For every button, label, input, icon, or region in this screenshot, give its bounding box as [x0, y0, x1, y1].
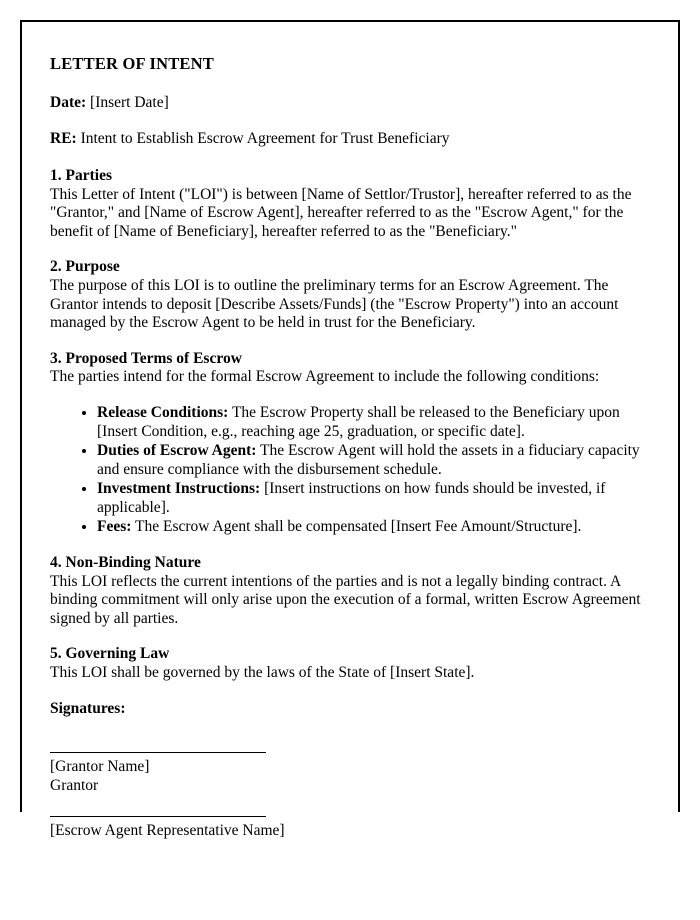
date-line — [50, 94, 650, 113]
list-item — [97, 480, 650, 517]
section-body: This LOI reflects the current intentions of the parties and is not a legally binding contract. A binding commitment will only arise upon the execution of a formal, written Escrow Agreement signed by all parties. — [50, 572, 641, 627]
date-value: [Insert Date] — [90, 93, 169, 111]
section-body: This Letter of Intent ("LOI") is between [Name of Settlor/Trustor], hereafter referred to as the "Grantor," and [Name of Escrow Agent], hereafter referred to as the "Escrow Agent," for the benefit of [Name of Beneficiary], hereafter referred to as the "Beneficiary." — [50, 185, 632, 240]
document-title: LETTER OF INTENT — [50, 54, 214, 73]
section-body: The purpose of this LOI is to outline the preliminary terms for an Escrow Agreement. The Grantor intends to deposit [Describe Assets/Funds] (the "Escrow Property") into an account managed by the Escrow Agent to be held in trust for the Beneficiary. — [50, 276, 619, 332]
re-line — [50, 130, 650, 149]
section-body: The parties intend for the formal Escrow Agreement to include the following conditions: — [50, 368, 600, 386]
term-text: The Escrow Agent shall be compensated [Insert Fee Amount/Structure]. — [135, 518, 582, 536]
terms-list — [50, 404, 650, 537]
section-heading: 5. Governing Law — [50, 645, 170, 663]
term-label: Duties of Escrow Agent: — [97, 442, 257, 460]
list-item — [97, 518, 650, 537]
signature-role: Grantor — [50, 776, 99, 794]
signature-block-escrow-agent — [50, 816, 650, 841]
term-text: [Insert instructions on how funds should be invested, if applicable]. — [97, 480, 606, 516]
signature-name: [Grantor Name] — [50, 758, 150, 776]
list-item — [97, 404, 650, 441]
section-parties — [50, 167, 650, 241]
section-heading: 4. Non-Binding Nature — [50, 554, 201, 572]
section-heading: 2. Purpose — [50, 258, 120, 276]
section-purpose — [50, 258, 650, 332]
term-text: The Escrow Property shall be released to the Beneficiary upon [Insert Condition, e.g., reaching age 25, graduation, or specific date]. — [97, 403, 620, 440]
term-label: Investment Instructions: — [97, 480, 261, 498]
signature-block-grantor — [50, 752, 650, 795]
signatures-heading: Signatures: — [50, 699, 126, 717]
section-body: This LOI shall be governed by the laws of the State of [Insert State]. — [50, 664, 475, 682]
section-heading: 1. Parties — [50, 166, 112, 184]
re-value: Intent to Establish Escrow Agreement for Trust Beneficiary — [80, 130, 450, 148]
signature-name: [Escrow Agent Representative Name] — [50, 822, 285, 840]
signature-line — [50, 816, 266, 817]
section-heading: 3. Proposed Terms of Escrow — [50, 349, 242, 367]
document-page — [20, 20, 680, 840]
date-label: Date: — [50, 93, 87, 111]
section-non-binding — [50, 554, 650, 628]
section-proposed-terms — [50, 350, 650, 537]
term-text: The Escrow Agent will hold the assets in a fiduciary capacity and ensure compliance with the disbursement schedule. — [97, 442, 640, 478]
signature-line — [50, 752, 266, 753]
term-label: Release Conditions: — [97, 403, 229, 421]
section-governing-law — [50, 645, 650, 682]
term-label: Fees: — [97, 518, 132, 536]
re-label: RE: — [50, 130, 77, 148]
list-item — [97, 442, 650, 479]
